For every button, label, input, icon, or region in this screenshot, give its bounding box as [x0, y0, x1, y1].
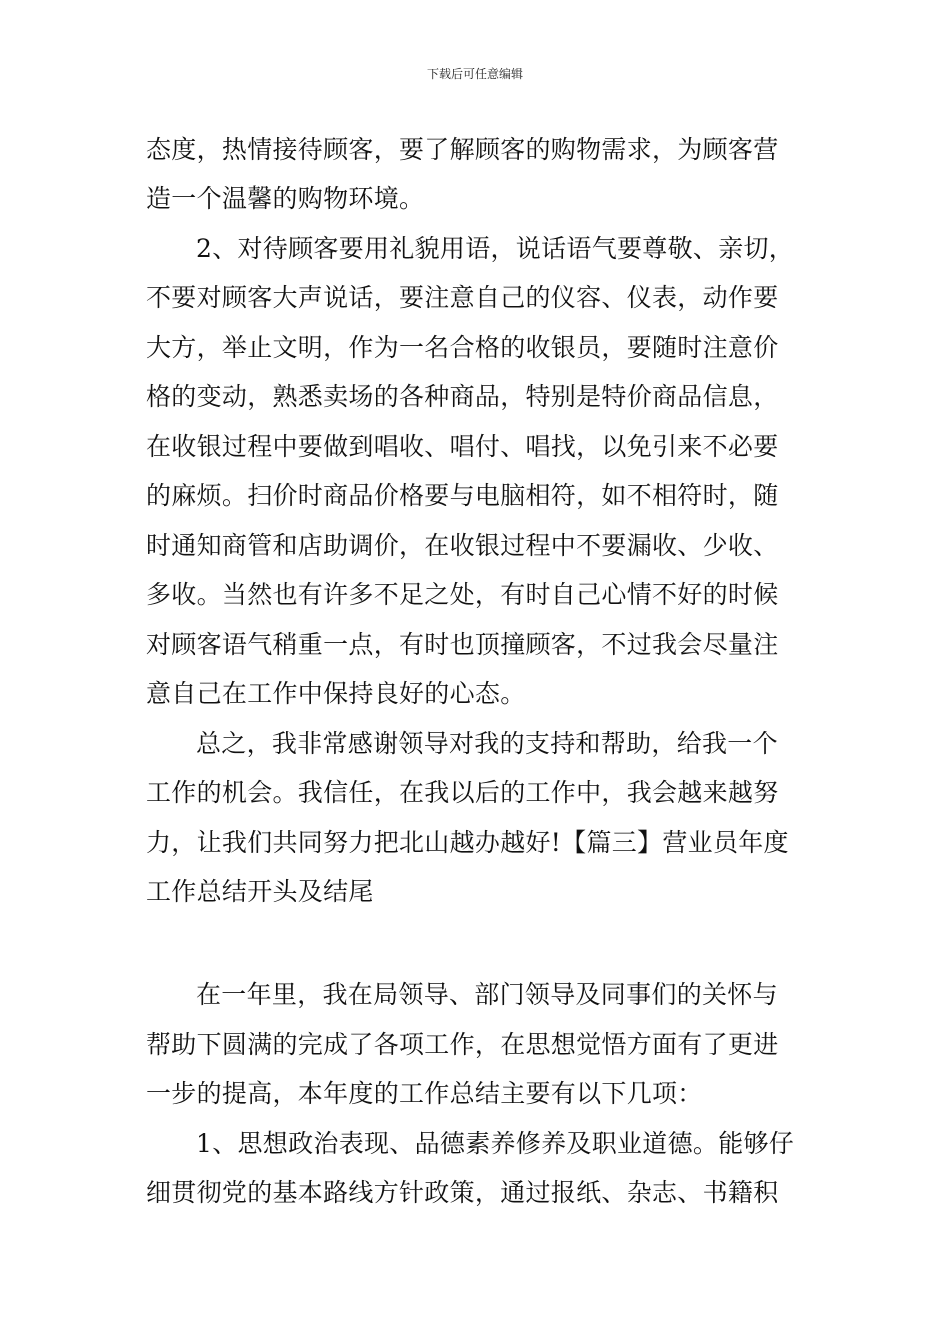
text-line: 意自己在工作中保持良好的心态。 [146, 679, 526, 708]
text-line: 的麻烦。扫价时商品价格要与电脑相符，如不相符时，随 [146, 481, 779, 510]
text-line: 帮助下圆满的完成了各项工作，在思想觉悟方面有了更进 [146, 1030, 779, 1059]
header-note: 下载后可任意编辑 [426, 67, 523, 81]
text-line: 大方，举止文明，作为一名合格的收银员，要随时注意价 [146, 333, 779, 362]
text-line: 造一个温馨的购物环境。 [146, 184, 425, 213]
text-line: 2、对待顾客要用礼貌用语，说话语气要尊敬、亲切， [196, 234, 795, 263]
text-line: 工作的机会。我信任，在我以后的工作中，我会越来越努 [146, 778, 779, 807]
text-line: 工作总结开头及结尾 [146, 877, 374, 906]
text-line: 1、思想政治表现、品德素养修养及职业道德。能够仔 [196, 1129, 795, 1158]
text-line: 多收。当然也有许多不足之处，有时自己心情不好的时候 [146, 580, 779, 609]
text-line: 一步的提高，本年度的工作总结主要有以下几项： [146, 1079, 703, 1108]
text-line: 力，让我们共同努力把北山越办越好!【篇三】营业员年度 [146, 828, 789, 857]
text-line: 时通知商管和店助调价，在收银过程中不要漏收、少收、 [146, 531, 779, 560]
text-line: 在一年里，我在局领导、部门领导及同事们的关怀与 [196, 980, 778, 1009]
text-line: 总之，我非常感谢领导对我的支持和帮助，给我一个 [196, 729, 778, 758]
text-line: 对顾客语气稍重一点，有时也顶撞顾客，不过我会尽量注 [146, 630, 779, 659]
text-line: 不要对顾客大声说话，要注意自己的仪容、仪表，动作要 [146, 283, 779, 312]
text-line: 格的变动，熟悉卖场的各种商品，特别是特价商品信息， [146, 382, 779, 411]
text-line: 在收银过程中要做到唱收、唱付、唱找，以免引来不必要 [146, 432, 779, 461]
text-line: 态度，热情接待顾客，要了解顾客的购物需求，为顾客营 [146, 135, 779, 164]
text-line: 细贯彻党的基本路线方针政策，通过报纸、杂志、书籍积 [146, 1178, 779, 1207]
